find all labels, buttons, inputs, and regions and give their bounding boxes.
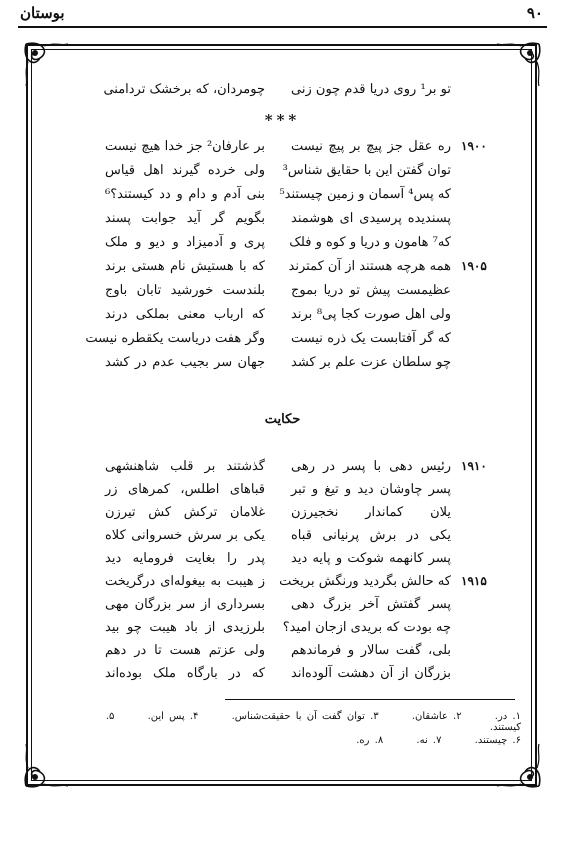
hemistich-first: پسر چاوشان دید و تیغ و تبر xyxy=(291,482,451,497)
verse-number: ۱۹۱۵ xyxy=(461,574,487,588)
hemistich-first: پسر گفتش آخر بزرگ دهی xyxy=(291,597,451,612)
header-rule xyxy=(18,26,547,28)
corner-ornament-icon xyxy=(20,740,72,792)
footnote: ۱. در. xyxy=(494,711,521,722)
couplet xyxy=(105,551,451,573)
section-title: حکایت xyxy=(264,412,301,427)
hemistich-second: چومردان، که برخشک تردامنی xyxy=(103,82,265,97)
hemistich-second: که با هستیش نام هستی برند xyxy=(105,259,265,274)
footnotes-line-1 xyxy=(51,711,521,733)
hemistich-first: یلان کماندار نخجیرزن xyxy=(291,505,451,520)
footnote: ۷. نه. xyxy=(416,735,442,746)
couplet xyxy=(105,574,487,596)
hemistich-second: بلندست خورشید تابان باوج xyxy=(105,283,265,298)
hemistich-first: چه بودت که بریدی ازجان امید؟ xyxy=(282,620,451,635)
hemistich-first: پسر کانهمه شوکت و پایه دید xyxy=(291,551,451,566)
couplet xyxy=(105,139,487,161)
couplet xyxy=(105,163,451,185)
couplet xyxy=(105,355,451,377)
hemistich-first: بزرگان از آن دهشت آلوده‌اند xyxy=(291,666,451,681)
hemistich-first: پسندیده پرسیدی ای هوشمند xyxy=(291,211,451,226)
footnote: ۵. کیستند. xyxy=(105,711,521,733)
hemistich-second: پری و آدمیزاد و دیو و ملک xyxy=(105,235,265,250)
couplet xyxy=(105,283,451,305)
verse-number: ۱۹۰۰ xyxy=(461,139,487,153)
hemistich-first: چو سلطان عزت علم بر کشد xyxy=(291,355,451,370)
hemistich-second: گذشتند بر قلب شاهنشهی xyxy=(105,459,265,474)
hemistich-first: همه هرچه هستند از آن کمترند xyxy=(288,259,451,274)
couplet xyxy=(105,505,451,527)
corner-ornament-icon xyxy=(20,38,72,90)
hemistich-second: بسرداری از سر بزرگان مهی xyxy=(105,597,265,612)
corner-ornament-icon xyxy=(493,740,545,792)
hemistich-first: تو بر¹ روی دریا قدم چون زنی xyxy=(291,82,452,97)
footnote-rule xyxy=(225,699,515,700)
hemistich-first: بلی، گفت سالار و فرماندهم xyxy=(291,643,451,658)
hemistich-second: که ارباب معنی بملکی درند xyxy=(105,307,265,322)
hemistich-second: بلرزیدی از باد هیبت چو بید xyxy=(105,620,265,635)
footnote: ۸. ره. xyxy=(356,735,384,746)
couplet xyxy=(105,666,451,688)
separator-stars: *** xyxy=(264,111,301,129)
couplet xyxy=(105,597,451,619)
hemistich-first: ولی اهل صورت کجا پی⁸ برند xyxy=(291,307,451,322)
verse-number: ۱۹۱۰ xyxy=(461,459,487,473)
couplet xyxy=(105,643,451,665)
couplet xyxy=(85,331,451,353)
hemistich-first: که پس⁴ آسمان و زمین چیستند⁵ xyxy=(279,187,451,202)
hemistich-second: بگویم گر آید جوابت پسند xyxy=(105,211,265,226)
couplet xyxy=(105,620,451,642)
couplet xyxy=(105,482,451,504)
footnote: ۴. پس این. xyxy=(147,711,199,722)
hemistich-second: پدر را بغایت فرومایه دید xyxy=(105,551,265,566)
verse-number: ۱۹۰۵ xyxy=(461,259,487,273)
footnote: ۳. توان گفت آن با حقیقت‌شناس. xyxy=(231,711,379,722)
hemistich-second: ولی عزتم هست تا در دهم xyxy=(105,643,265,658)
hemistich-second: ز هیبت به بیغوله‌ای درگریخت xyxy=(105,574,265,589)
hemistich-second: وگر هفت دریاست یکقطره نیست xyxy=(85,331,265,346)
hemistich-second: که در بارگاه ملک بوده‌اند xyxy=(105,666,265,681)
hemistich-first: عظیمست پیش تو دریا بموج xyxy=(291,283,451,298)
couplet xyxy=(105,211,451,233)
hemistich-first: که گر آفتابست یک ذره نیست xyxy=(291,331,451,346)
couplet xyxy=(105,307,451,329)
couplet xyxy=(105,235,451,257)
couplet xyxy=(105,528,451,550)
hemistich-first: ره عقل جز پیچ بر پیچ نیست xyxy=(291,139,451,154)
couplet xyxy=(105,259,487,281)
couplet xyxy=(105,459,487,481)
couplet xyxy=(105,187,451,209)
hemistich-first: که⁷ هامون و دریا و کوه و فلک xyxy=(289,235,451,250)
corner-ornament-icon xyxy=(493,38,545,90)
footnote: ۶. چیستند. xyxy=(474,735,521,746)
hemistich-second: قباهای اطلس، کمرهای زر xyxy=(105,482,265,497)
hemistich-first: که حالش بگردید ورنگش بریخت xyxy=(279,574,451,589)
hemistich-second: ولی خرده گیرند اهل قیاس xyxy=(105,163,265,178)
footnotes-line-2 xyxy=(51,735,521,746)
hemistich-second: یکی بر سرش خسروانی کلاه xyxy=(105,528,265,543)
footnote: ۲. عاشقان. xyxy=(411,711,462,722)
page-number: ۹۰ xyxy=(526,4,543,22)
hemistich-second: بر عارفان² جز خدا هیچ نیست xyxy=(105,139,265,154)
hemistich-first: رئیس دهی با پسر در رهی xyxy=(291,459,451,474)
hemistich-second: جهان سر بجیب عدم در کشد xyxy=(105,355,265,370)
hemistich-first: یکی در برش پرنیانی قباه xyxy=(291,528,451,543)
hemistich-first: توان گفتن این با حقایق شناس³ xyxy=(282,163,451,178)
couplet xyxy=(105,82,451,104)
hemistich-second: بنی آدم و دام و دد کیستند؟⁶ xyxy=(105,187,265,202)
book-title: بوستان xyxy=(20,4,65,22)
hemistich-second: غلامان ترکش کش تیرزن xyxy=(105,505,265,520)
